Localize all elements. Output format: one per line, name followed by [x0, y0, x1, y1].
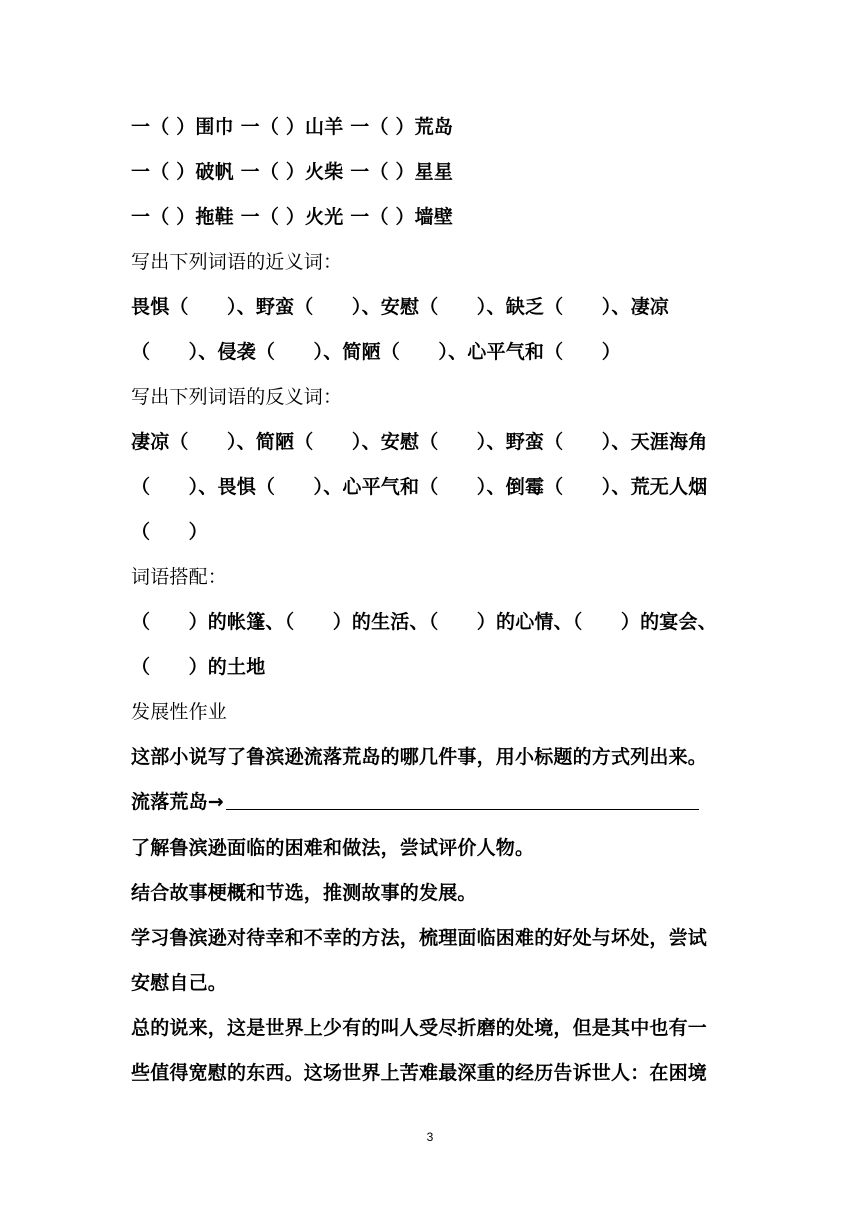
collocation-line-1: （ ）的帐篷、（ ）的生活、（ ）的心情、（ ）的宴会、 [131, 611, 717, 633]
plot-outline-label: 流落荒岛→ [131, 791, 224, 813]
antonyms-line-3: （ ） [131, 521, 208, 543]
development-question-3: 结合故事梗概和节选，推测故事的发展。 [131, 882, 477, 904]
development-heading: 发展性作业 [131, 701, 228, 723]
collocation-line-2: （ ）的土地 [131, 656, 266, 678]
synonyms-line-1: 畏惧（ ）、野蛮（ ）、安慰（ ）、缺乏（ ）、凄凉 [131, 296, 670, 318]
antonyms-line-2: （ ）、畏惧（ ）、心平气和（ ）、倒霉（ ）、荒无人烟 [131, 476, 708, 498]
answer-blank-line [226, 808, 699, 810]
passage-line-2: 些值得宽慰的东西。这场世界上苦难最深重的经历告诉世人：在困境 [131, 1062, 708, 1084]
measure-word-line-2: 一（ ）破帆 一（ ）火柴 一（ ）星星 [131, 161, 454, 183]
collocation-heading: 词语搭配： [131, 566, 228, 588]
page-number: 3 [426, 1130, 434, 1144]
development-question-4-line-1: 学习鲁滨逊对待幸和不幸的方法，梳理面临困难的好处与坏处，尝试 [131, 927, 708, 949]
measure-word-line-3: 一（ ）拖鞋 一（ ）火光 一（ ）墙壁 [131, 206, 454, 228]
synonyms-line-2: （ ）、侵袭（ ）、简陋（ ）、心平气和（ ） [131, 341, 621, 363]
development-question-4-line-2: 安慰自己。 [131, 972, 228, 994]
antonyms-line-1: 凄凉（ ）、简陋（ ）、安慰（ ）、野蛮（ ）、天涯海角 [131, 431, 708, 453]
passage-line-1: 总的说来，这是世界上少有的叫人受尽折磨的处境，但是其中也有一 [131, 1017, 708, 1039]
synonyms-heading: 写出下列词语的近义词： [131, 251, 343, 273]
antonyms-heading: 写出下列词语的反义词： [131, 386, 343, 408]
plot-outline-line [131, 790, 699, 814]
development-question-1: 这部小说写了鲁滨逊流落荒岛的哪几件事，用小标题的方式列出来。 [131, 746, 708, 768]
measure-word-line-1: 一（ ）围巾 一（ ）山羊 一（ ）荒岛 [131, 116, 454, 138]
development-question-2: 了解鲁滨逊面临的困难和做法，尝试评价人物。 [131, 837, 535, 859]
